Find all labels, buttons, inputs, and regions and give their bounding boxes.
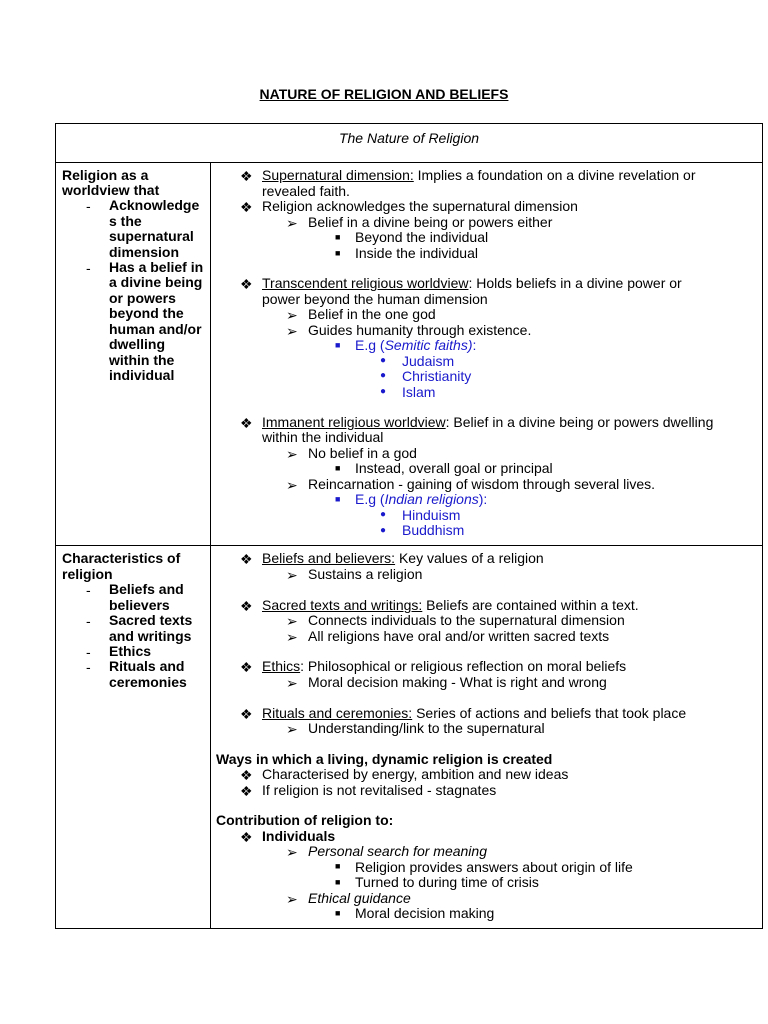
acknowledges-line: Religion acknowledges the supernatural dimension — [262, 198, 578, 214]
arrow-bullet-icon: ➢ — [286, 675, 298, 691]
row1-item2-l7: within the — [109, 352, 175, 368]
dot-bullet-icon: ● — [380, 525, 387, 536]
table-caption: The Nature of Religion — [338, 130, 480, 146]
semitic-eg-line — [355, 338, 476, 353]
text: Semitic faiths) — [384, 337, 473, 353]
supernatural-dimension-line2: revealed faith. — [262, 183, 350, 199]
row2-item3-l1: Ethics — [109, 643, 152, 659]
personal-search-line: Personal search for meaning — [308, 843, 487, 859]
arrow-bullet-icon: ➢ — [286, 629, 298, 645]
text: Indian religions — [384, 491, 479, 507]
dash-marker: - — [86, 659, 91, 675]
diamond-bullet-icon: ❖ — [240, 598, 253, 614]
diamond-bullet-icon: ❖ — [240, 276, 253, 292]
diamond-bullet-icon: ❖ — [240, 783, 253, 799]
sacred-texts-line — [262, 598, 639, 613]
diamond-bullet-icon: ❖ — [240, 767, 253, 783]
row2-heading-l1: Characteristics of — [62, 550, 181, 566]
inside-individual-line: Inside the individual — [355, 245, 478, 261]
ways-item: If religion is not revitalised - stagnates — [262, 782, 497, 798]
row1-item2-l2: a divine being — [109, 274, 203, 290]
moral-decision-line: Moral decision making - What is right and wrong — [308, 674, 607, 690]
list-item: Judaism — [402, 353, 455, 369]
text: Key values of a religion — [395, 550, 544, 566]
ethics-line — [262, 659, 626, 674]
square-bullet-icon: ■ — [335, 908, 341, 918]
square-bullet-icon: ■ — [335, 248, 341, 258]
dash-marker: - — [86, 198, 91, 214]
rituals-line — [262, 706, 686, 721]
text: Implies a foundation on a divine revelation or — [413, 167, 696, 183]
square-bullet-icon: ■ — [335, 340, 341, 350]
text: : Belief in a divine being or powers dwelling — [445, 414, 714, 430]
diamond-bullet-icon: ❖ — [240, 706, 253, 722]
arrow-bullet-icon: ➢ — [286, 477, 298, 493]
dot-bullet-icon: ● — [380, 355, 387, 366]
overall-goal-line: Instead, overall goal or principal — [355, 460, 553, 476]
supernatural-dimension-line — [262, 168, 696, 183]
term: Ethics — [262, 658, 301, 674]
dot-bullet-icon: ● — [380, 370, 387, 381]
row1-item2-l3: or powers — [109, 290, 176, 306]
row1-item2-l1: Has a belief in — [109, 259, 204, 275]
reincarnation-line: Reincarnation - gaining of wisdom through several lives. — [308, 476, 656, 492]
row1-right-cell — [210, 162, 763, 546]
belief-divine-line: Belief in a divine being or powers either — [308, 214, 553, 230]
term: Transcendent religious worldview — [262, 275, 469, 291]
text: : Holds beliefs in a divine power or — [468, 275, 682, 291]
ethical-guidance-line: Ethical guidance — [308, 890, 411, 906]
term: Rituals and ceremonies: — [262, 705, 413, 721]
page-title: NATURE OF RELIGION AND BELIEFS — [259, 86, 509, 102]
term: Sacred texts and writings: — [262, 597, 423, 613]
row2-right-cell — [210, 545, 763, 929]
transcendent-line2: power beyond the human dimension — [262, 291, 488, 307]
square-bullet-icon: ■ — [335, 463, 341, 473]
sustains-line: Sustains a religion — [308, 566, 423, 582]
table-caption-row — [55, 123, 763, 163]
row1-heading-l1: Religion as a — [62, 167, 149, 183]
term: Supernatural dimension: — [262, 167, 414, 183]
arrow-bullet-icon: ➢ — [286, 215, 298, 231]
arrow-bullet-icon: ➢ — [286, 307, 298, 323]
row1-left-cell — [55, 162, 211, 546]
row1-heading-l2: worldview that — [62, 182, 160, 198]
text: ): — [478, 491, 488, 507]
diamond-bullet-icon: ❖ — [240, 551, 253, 567]
text: Series of actions and beliefs that took place — [412, 705, 687, 721]
row1-item2-l6: dwelling — [109, 336, 165, 352]
understanding-line: Understanding/link to the supernatural — [308, 720, 545, 736]
arrow-bullet-icon: ➢ — [286, 446, 298, 462]
guides-humanity-line: Guides humanity through existence. — [308, 322, 532, 338]
dash-marker: - — [86, 582, 91, 598]
beyond-individual-line: Beyond the individual — [355, 229, 489, 245]
origin-of-life-line: Religion provides answers about origin of life — [355, 859, 633, 875]
transcendent-line — [262, 276, 682, 291]
text: E.g ( — [355, 337, 385, 353]
ways-item: Characterised by energy, ambition and new ideas — [262, 766, 569, 782]
dot-bullet-icon: ● — [380, 509, 387, 520]
row2-item2-l1: Sacred texts — [109, 612, 193, 628]
row2-item2-l2: and writings — [109, 628, 192, 644]
row1-item2-l5: human and/or — [109, 321, 202, 337]
list-item: Islam — [402, 384, 436, 400]
row1-item2-l8: individual — [109, 367, 175, 383]
list-item: Buddhism — [402, 522, 465, 538]
text: : Philosophical or religious reflection on moral beliefs — [300, 658, 627, 674]
diamond-bullet-icon: ❖ — [240, 415, 253, 431]
row2-item1-l1: Beliefs and — [109, 581, 184, 597]
arrow-bullet-icon: ➢ — [286, 613, 298, 629]
text: E.g ( — [355, 491, 385, 507]
contribution-heading: Contribution of religion to: — [216, 812, 394, 828]
indian-eg-line — [355, 492, 487, 507]
row2-left-cell — [55, 545, 211, 929]
ways-heading: Ways in which a living, dynamic religion is created — [216, 751, 553, 767]
oral-written-line: All religions have oral and/or written sacred texts — [308, 628, 610, 644]
row1-item1-l3: supernatural — [109, 228, 194, 244]
row2-heading-l2: religion — [62, 566, 113, 582]
row1-item1-l2: s the — [109, 213, 142, 229]
crisis-line: Turned to during time of crisis — [355, 874, 539, 890]
row1-item2-l4: beyond the — [109, 305, 184, 321]
row2-item4-l1: Rituals and — [109, 658, 185, 674]
list-item: Hinduism — [402, 507, 461, 523]
row1-item1-l4: dimension — [109, 244, 180, 260]
text: : — [472, 337, 477, 353]
dash-marker: - — [86, 260, 91, 276]
diamond-bullet-icon: ❖ — [240, 168, 253, 184]
one-god-line: Belief in the one god — [308, 306, 436, 322]
dash-marker: - — [86, 644, 91, 660]
individuals-line: Individuals — [262, 828, 336, 844]
no-god-line: No belief in a god — [308, 445, 417, 461]
arrow-bullet-icon: ➢ — [286, 567, 298, 583]
arrow-bullet-icon: ➢ — [286, 323, 298, 339]
diamond-bullet-icon: ❖ — [240, 829, 253, 845]
row2-item1-l2: believers — [109, 597, 170, 613]
row2-item4-l2: ceremonies — [109, 674, 187, 690]
immanent-line — [262, 415, 713, 430]
arrow-bullet-icon: ➢ — [286, 844, 298, 860]
text: Beliefs are contained within a text. — [422, 597, 639, 613]
square-bullet-icon: ■ — [335, 877, 341, 887]
moral-decision-making-line: Moral decision making — [355, 905, 495, 921]
list-item: Christianity — [402, 368, 472, 384]
dash-marker: - — [86, 613, 91, 629]
square-bullet-icon: ■ — [335, 861, 341, 871]
row1-item1-l1: Acknowledge — [109, 197, 200, 213]
square-bullet-icon: ■ — [335, 232, 341, 242]
diamond-bullet-icon: ❖ — [240, 659, 253, 675]
connects-line: Connects individuals to the supernatural dimension — [308, 612, 625, 628]
arrow-bullet-icon: ➢ — [286, 891, 298, 907]
beliefs-believers-line — [262, 551, 544, 566]
dot-bullet-icon: ● — [380, 386, 387, 397]
square-bullet-icon: ■ — [335, 494, 341, 504]
term: Immanent religious worldview — [262, 414, 446, 430]
term: Beliefs and believers: — [262, 550, 396, 566]
arrow-bullet-icon: ➢ — [286, 721, 298, 737]
diamond-bullet-icon: ❖ — [240, 199, 253, 215]
immanent-line2: within the individual — [262, 429, 384, 445]
